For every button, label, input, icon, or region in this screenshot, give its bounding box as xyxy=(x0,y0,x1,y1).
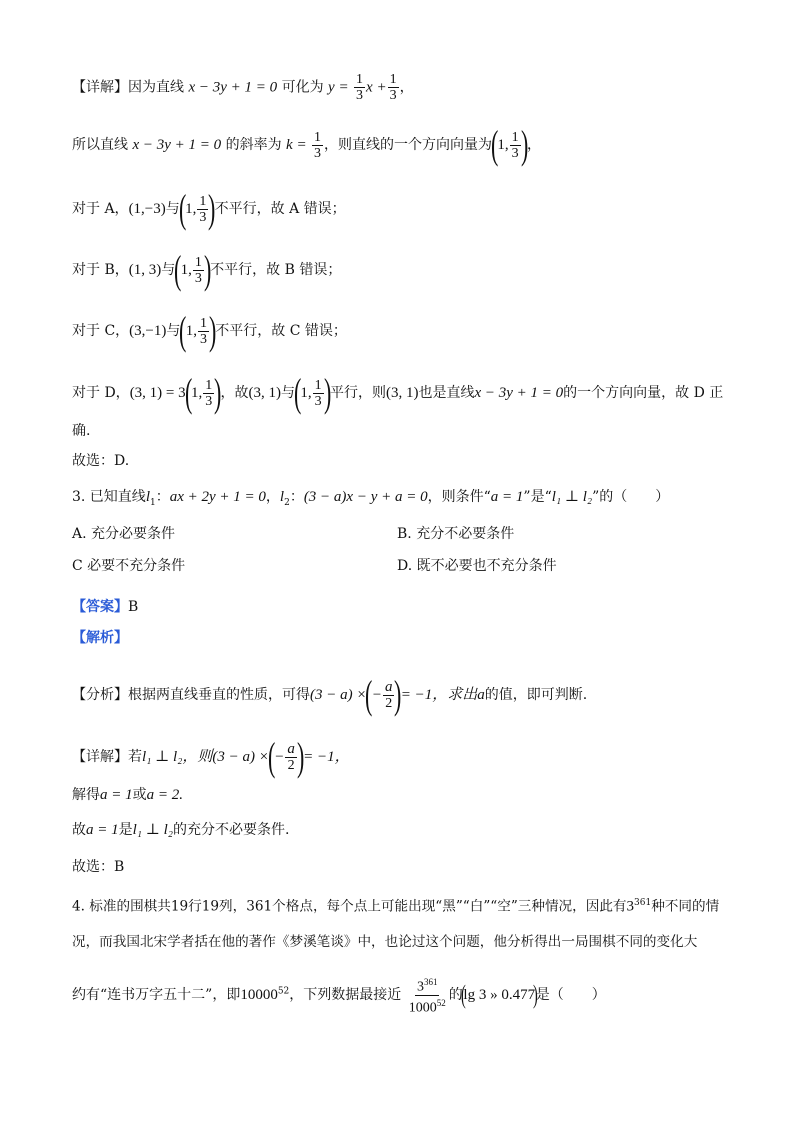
option-b-line: 对于 B，(1, 3)与(1, $\frac{1}{3}$ )不平行，故 B 错误； xyxy=(72,247,342,292)
fraction: $\frac{1}{3}$ xyxy=(194,254,202,286)
option-d-line-cont: 确. xyxy=(72,423,91,439)
option-d-line: 对于 D，(3, 1) = 3(1, $\frac{1}{3}$ )，故(3, 1)与(1, $\frac{1}{3}$ )平行，则(3, 1)也是直线x − 3y + 1 = 0的一个方向向量，故 D 正 xyxy=(72,370,724,415)
xiangjie-line: 【详解】若l₁ ⊥ l₂，则(3 − a) ×(− $\frac{a}{2}$ )= −1， xyxy=(72,734,350,779)
slope-line: 所以直线 x − 3y + 1 = 0 的斜率为 k = $\frac{1}{3}$ ，则直线的一个方向向量为(1, $\frac{1}{3}$ )， xyxy=(72,122,541,167)
fenxi-line: 【分析】根据两直线垂直的性质，可得(3 − a) ×(− $\frac{a}{2}$ )= −1，求出a的值，即可判断. xyxy=(72,672,588,717)
answer-tag: 【答案】 xyxy=(72,599,128,615)
option-a-line: 对于 A，(1,−3)与(1, $\frac{1}{3}$ )不平行，故 A 错误； xyxy=(72,186,346,231)
fraction: $\frac{a}{2}$ xyxy=(287,740,295,773)
fraction: $\frac{a}{2}$ xyxy=(384,678,393,711)
fraction: $\frac{1}{3}$ xyxy=(389,72,397,103)
choice-d: D. 既不必要也不充分条件 xyxy=(397,558,557,574)
choice-c: C 必要不充分条件 xyxy=(72,558,186,574)
fraction: $\frac{1}{3}$ xyxy=(199,193,207,225)
fraction: $\frac{1}{3}$ xyxy=(356,72,364,103)
question-4-line-1: 4. 标准的围棋共19行19列，361个格点，每个点上可能出现“黑”“白”“空”三种情况，因此有$3^{361}$种不同的情 xyxy=(72,898,720,915)
detail-line-1: 【详解】因为直线 x − 3y + 1 = 0 可化为 y = $\frac{1}{3}$ x + $\frac{1}{3}$ ， xyxy=(72,72,414,103)
fraction: $\frac{1}{3}$ xyxy=(314,129,322,161)
analysis-tag: 【解析】 xyxy=(72,630,128,646)
fraction: $\frac{1}{3}$ xyxy=(199,315,207,347)
answer-line: 【答案】B xyxy=(72,599,139,615)
detail-tag: 【详解】 xyxy=(72,79,128,96)
choice-a: A. 充分必要条件 xyxy=(72,526,176,542)
choose-b: 故选：B xyxy=(72,859,125,875)
question-4-line-2: 况，而我国北宋学者括在他的著作《梦溪笔谈》中，也论过这个问题，他分析得出一局围棋不同的变化大 xyxy=(72,934,698,950)
fraction: $\frac{1}{3}$ xyxy=(205,377,213,409)
analysis-tag-line xyxy=(72,628,128,648)
fraction: $\frac{1}{3}$ xyxy=(511,129,519,161)
so-line: 故a = 1是l₁ ⊥ l₂的充分不必要条件. xyxy=(72,822,290,838)
fraction: $\frac{3^{361}}{1000^{52}}$ xyxy=(408,977,446,1016)
choose-d: 故选：D. xyxy=(72,453,130,469)
question-3: 3. 已知直线$l_1$：ax + 2y + 1 = 0，$l_2$：(3 − a)x − y + a = 0，则条件“a = 1”是“l₁ ⊥ l₂”的（ ） xyxy=(72,489,670,508)
choice-b: B. 充分不必要条件 xyxy=(397,526,515,542)
question-4-line-3: 约有“连书万字五十二”，即10000$^{52}$，下列数据最接近 $\frac{3^{361}}{1000^{52}}$ 的(lg 3 » 0.477)是（ ） xyxy=(72,977,606,1016)
solve-line: 解得a = 1或a = 2. xyxy=(72,787,183,803)
fraction: $\frac{1}{3}$ xyxy=(314,377,322,409)
option-c-line: 对于 C，(3,−1)与(1, $\frac{1}{3}$ )不平行，故 C 错误； xyxy=(72,308,347,353)
